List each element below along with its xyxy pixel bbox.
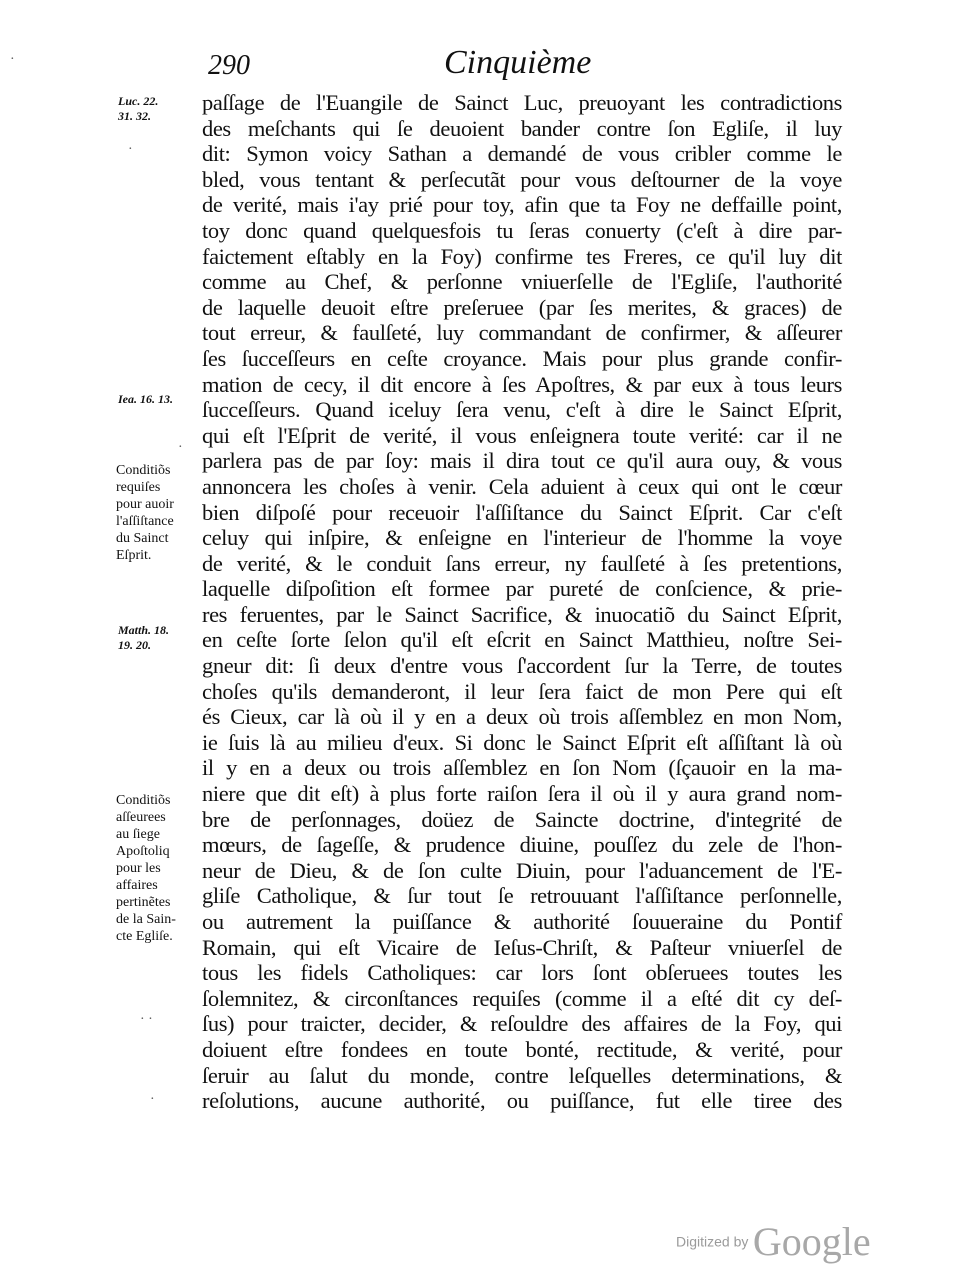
text-line: reſolutions, aucune authorité, ou puiſſance, fut elle tiree des [202, 1088, 842, 1114]
text-line: ſus) pour traicter, decider, & reſouldre des affaires de la Foy, qui [202, 1011, 842, 1037]
text-line: de verité, mais i'ay prié pour toy, afin que ta Foy ne deffaille point, [202, 192, 842, 218]
body-text [202, 90, 842, 1114]
google-logo: Google [752, 1219, 871, 1264]
text-line: bien diſpoſé pour receuoir l'aſſiſtance du Sainct Eſprit. Car c'eſt [202, 499, 842, 525]
margin-ref-luc: Luc. 22. 31. 32. [118, 94, 159, 123]
text-line: paſſage de l'Euangile de Sainct Luc, preuoyant les contradictions [202, 90, 842, 115]
running-title: Cinquième [444, 44, 592, 81]
print-speck: · [178, 440, 183, 455]
margin-ref-iea: Iea. 16. 13. [118, 392, 173, 406]
margin-note-conditions-asseurees: Conditiõs aſſeurees au ſiege Apoſtoliq pour les affaires pertinẽtes de la Sain- cte Egliſe. [116, 793, 176, 944]
text-line: ſolemnitez, & circonſtances requiſes (comme il a eſté dit cy deſ- [202, 985, 842, 1011]
text-line: en ceſte ſorte ſelon qu'il eſt eſcrit en Sainct Matthieu, noſtre Sei- [202, 627, 842, 653]
text-line: toy donc quand quelquesfois tu ſeras conuerty (c'eſt à dire par- [202, 217, 842, 243]
text-line: de laquelle deuoit eſtre preſeruee (par ſes merites, & graces) de [202, 294, 842, 320]
margin-note-conditions-requises: Conditiõs requiſes pour auoir l'aſſiſtance du Sainct Eſprit. [116, 463, 174, 563]
text-line: gneur dit: ſi deux d'entre vous ſ'accordent ſur la Terre, de toutes [202, 653, 842, 679]
text-line: des meſchants qui ſe deuoient bander contre ſon Egliſe, il luy [202, 115, 842, 141]
text-line: celuy qui inſpire, & enſeigne en l'interieur de l'homme la voye [202, 525, 842, 551]
text-line: doiuent eſtre fondees en toute bonté, rectitude, & verité, pour [202, 1036, 842, 1062]
text-line: res feruentes, par le Sainct Sacrifice, & inuocatiõ du Sainct Eſprit, [202, 601, 842, 627]
text-line: gliſe Catholique, & ſur tout ſe retrouuant l'aſſiſtance perſonnelle, [202, 883, 842, 909]
text-line: dit: Symon voicy Sathan a demandé de vous cribler comme le [202, 141, 842, 167]
text-line: ou autrement la puiſſance & authorité ſouueraine du Pontif [202, 909, 842, 934]
text-line: bled, vous tentant & perſecutãt pour vous deſtourner de la voye [202, 166, 842, 192]
digitized-watermark [676, 1218, 871, 1265]
text-line: ie ſuis là au milieu d'eux. Si donc le Sainct Eſprit eſt aſſiſtant là où [202, 729, 842, 755]
text-line: choſes qu'ils demanderont, il leur ſera faict de mon Pere qui eſt [202, 678, 842, 704]
text-line: niere que dit eſt) à plus forte raiſon ſera il où il y aura grand nom- [202, 781, 842, 807]
text-line: faictement eſtably en la Foy) confirme tes Freres, ce qu'il luy dit [202, 243, 842, 269]
print-speck: · [128, 142, 133, 157]
text-line: mœurs, de ſageſſe, & prudence diuine, pouſſez du zele de l'hon- [202, 832, 842, 858]
text-line: tout erreur, & faulſeté, luy commandant de confirmer, & aſſeurer [202, 320, 842, 346]
text-line: laquelle diſpoſition eſt formee par pureté de conſcience, & prie- [202, 576, 842, 602]
page-number: 290 [208, 50, 250, 81]
text-line: de verité, & le conduit ſans erreur, ny faulſeté à ſes pretentions, [202, 550, 842, 576]
print-speck: · · [140, 1012, 153, 1027]
text-line: ſes ſucceſſeurs en ceſte croyance. Mais pour plus grande confir- [202, 345, 842, 371]
print-speck: · [150, 1092, 155, 1107]
text-line: annoncera les choſes à venir. Cela aduient à ceux qui ont le cœur [202, 473, 842, 499]
text-line: mation de cecy, il dit encore à ſes Apoſtres, & par eux à tous leurs [202, 371, 842, 397]
print-speck: · [10, 52, 15, 67]
text-line: tous les fidels Catholiques: car lors ſont obſeruees toutes les [202, 960, 842, 986]
text-line: il y en a deux ou trois aſſemblez en ſon Nom (ſçauoir en la ma- [202, 755, 842, 781]
digitized-by-label: Digitized by [676, 1233, 749, 1250]
text-line: neur de Dieu, & de ſon culte Diuin, pour l'aduancement de l'E- [202, 857, 842, 883]
text-line: ſucceſſeurs. Quand iceluy ſera venu, c'eſt à dire le Sainct Eſprit, [202, 397, 842, 423]
text-line: ſeruir au ſalut du monde, contre leſquelles determinations, & [202, 1062, 842, 1088]
text-line: qui eſt l'Eſprit de verité, il vous enſeignera toute verité: car il ne [202, 422, 842, 448]
margin-ref-matth: Matth. 18. 19. 20. [118, 623, 170, 652]
text-line: comme au Chef, & perſonne vniuerſelle de l'Egliſe, l'authorité [202, 269, 842, 295]
text-line: Romain, qui eſt Vicaire de Ieſus-Chriſt, & Paſteur vniuerſel de [202, 934, 842, 960]
text-line: bre de perſonnages, doüez de Saincte doctrine, d'integrité de [202, 806, 842, 832]
text-line: parlera pas de par ſoy: mais il dira tout ce qu'il aura ouy, & vous [202, 448, 842, 474]
text-line: és Cieux, car là où il y en a deux où trois aſſemblez en mon Nom, [202, 704, 842, 730]
